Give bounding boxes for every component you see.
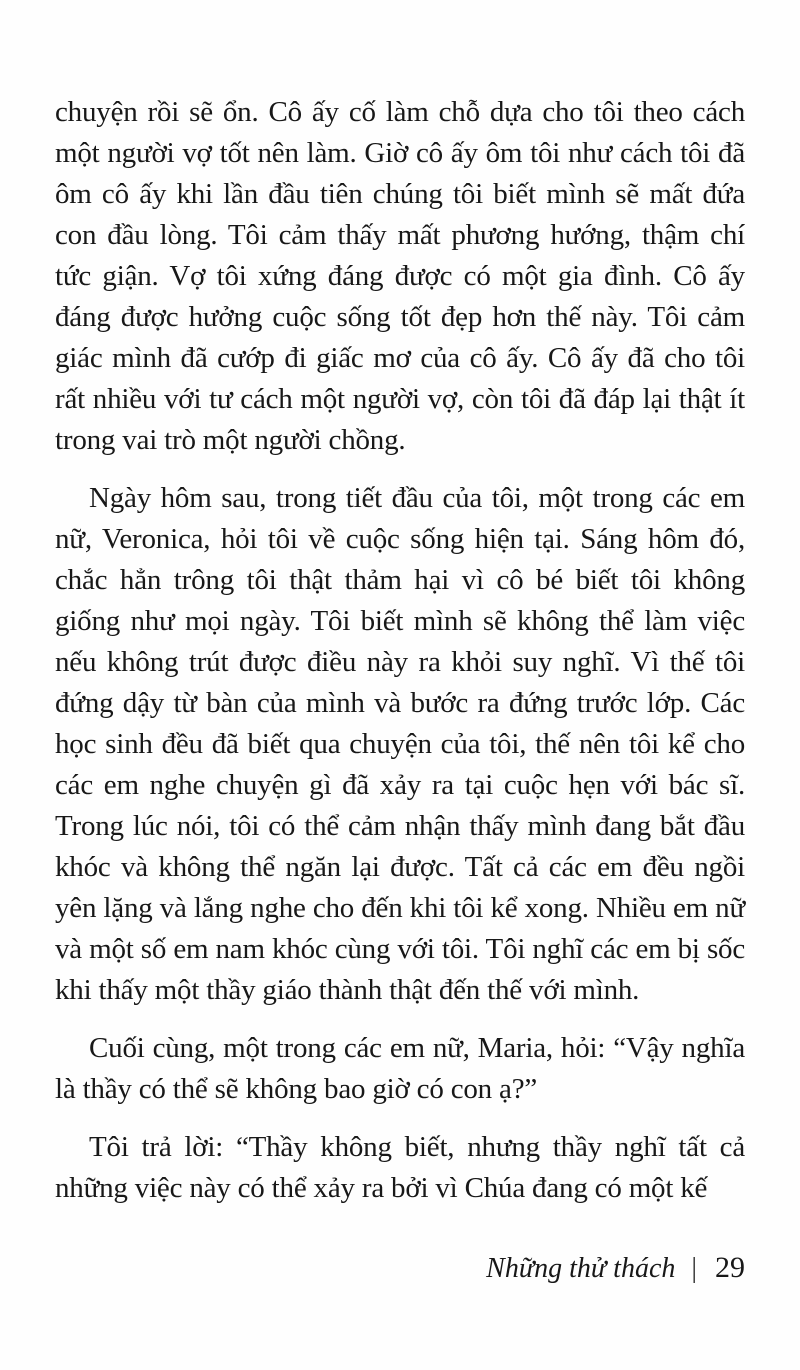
paragraph: Ngày hôm sau, trong tiết đầu của tôi, một trong các em nữ, Veronica, hỏi tôi về cuộc sống hiện tại. Sáng hôm đó, chắc hẳn trông tôi thật thảm hại vì cô bé biết tôi không giống như mọi ngày. Tôi biết mình sẽ không thể làm việc nếu không trút được điều này ra khỏi suy nghĩ. Vì thế tôi đứng dậy từ bàn của mình và bước ra đứng trước lớp. Các học sinh đều đã biết qua chuyện của tôi, thế nên tôi kể cho các em nghe chuyện gì đã xảy ra tại cuộc hẹn với bác sĩ. Trong lúc nói, tôi có thể cảm nhận thấy mình đang bắt đầu khóc và không thể ngăn lại được. Tất cả các em đều ngồi yên lặng và lắng nghe cho đến khi tôi kể xong. Nhiều em nữ và một số em nam khóc cùng với tôi. Tôi nghĩ các em bị sốc khi thấy một thầy giáo thành thật đến thế với mình. (55, 482, 745, 1006)
paragraph: Cuối cùng, một trong các em nữ, Maria, hỏi: “Vậy nghĩa là thầy có thể sẽ không bao giờ có con ạ?” (55, 1032, 745, 1105)
footer-separator: | (691, 1253, 697, 1284)
paragraph: chuyện rồi sẽ ổn. Cô ấy cố làm chỗ dựa cho tôi theo cách một người vợ tốt nên làm. Giờ cô ấy ôm tôi như cách tôi đã ôm cô ấy khi lần đầu tiên chúng tôi biết mình sẽ mất đứa con đầu lòng. Tôi cảm thấy mất phương hướng, thậm chí tức giận. Vợ tôi xứng đáng được có một gia đình. Cô ấy đáng được hưởng cuộc sống tốt đẹp hơn thế này. Tôi cảm giác mình đã cướp đi giấc mơ của cô ấy. Cô ấy đã cho tôi rất nhiều với tư cách một người vợ, còn tôi đã đáp lại thật ít trong vai trò một người chồng. (55, 96, 745, 456)
page-footer (486, 1248, 745, 1289)
running-head-chapter-title: Những thử thách (486, 1253, 676, 1284)
page-number: 29 (715, 1251, 745, 1284)
text-block (55, 92, 745, 1209)
paragraph: Tôi trả lời: “Thầy không biết, nhưng thầy nghĩ tất cả những việc này có thể xảy ra bởi vì Chúa đang có một kế (55, 1131, 745, 1204)
